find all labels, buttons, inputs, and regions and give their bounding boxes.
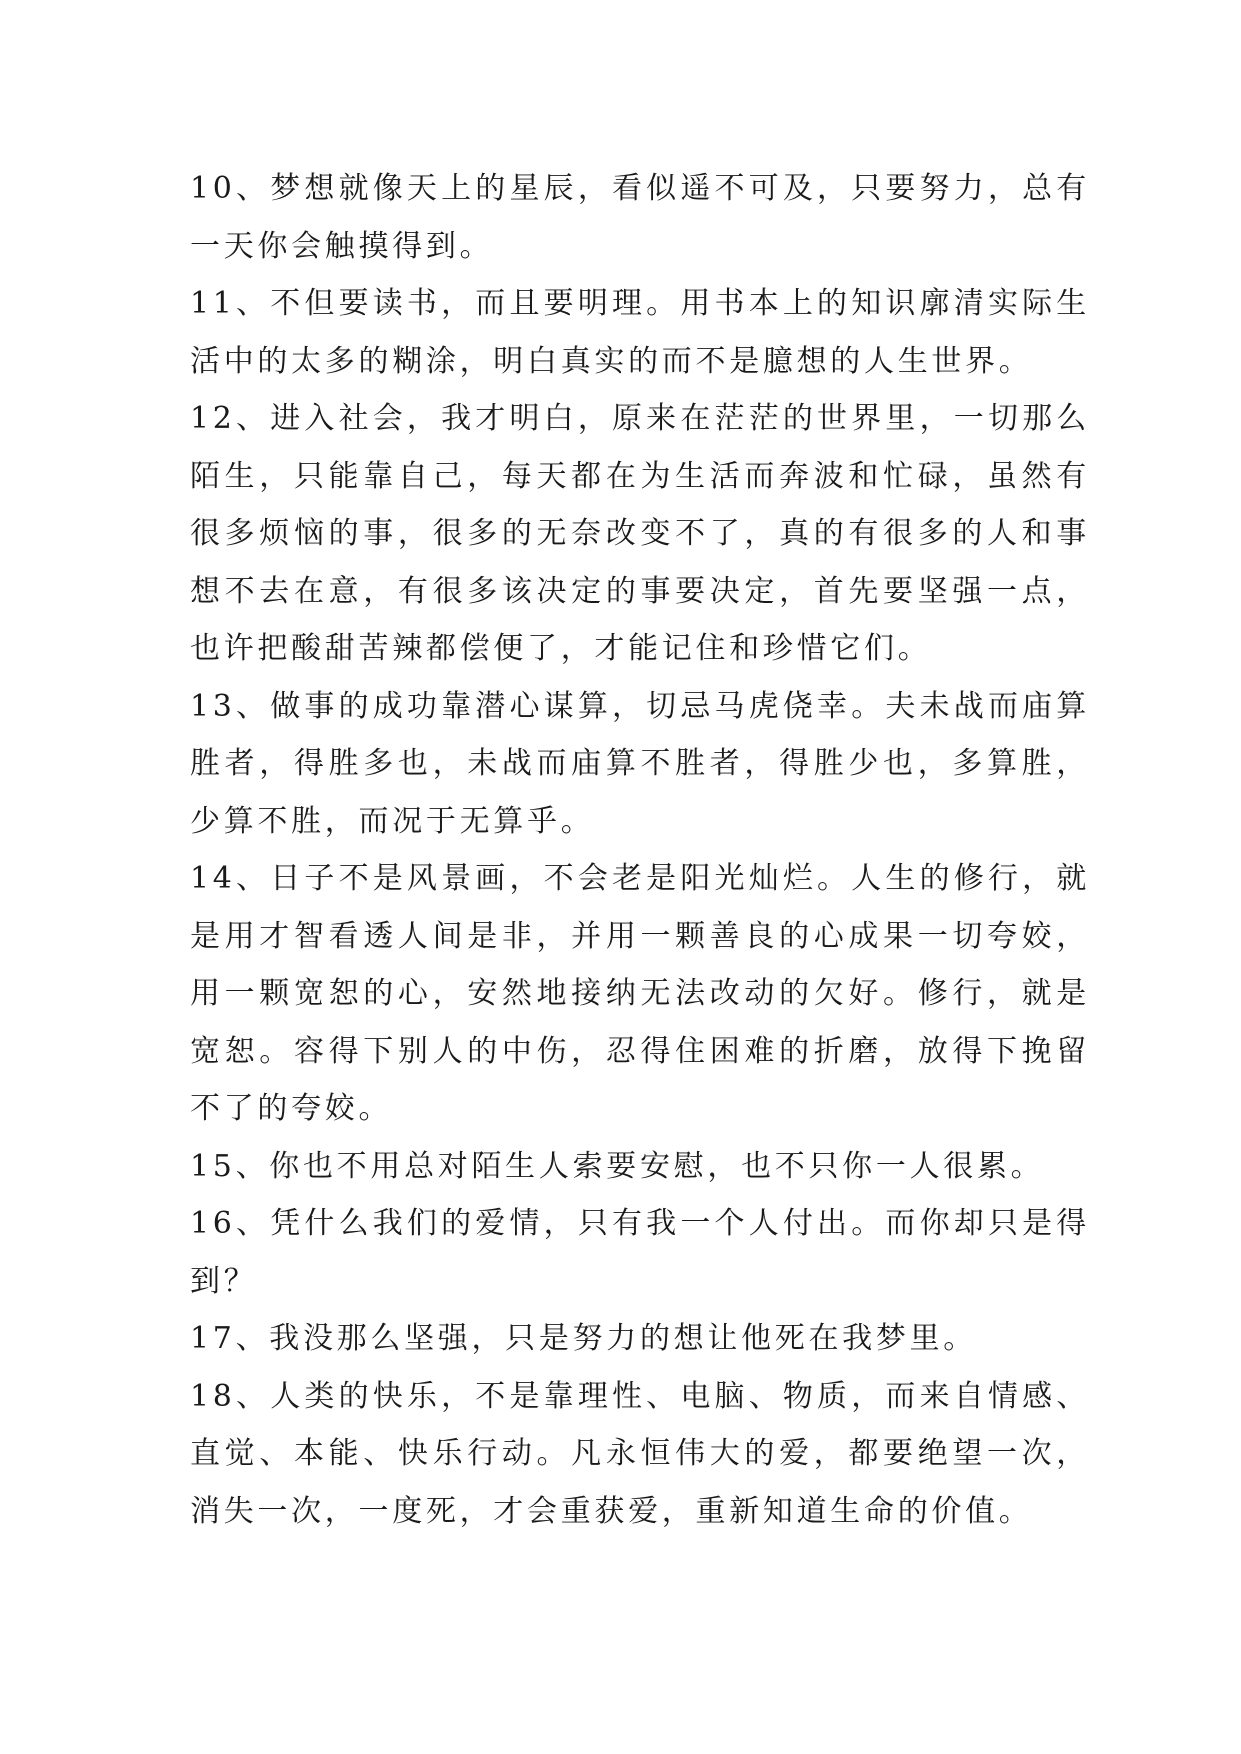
paragraph-16: 16、凭什么我们的爱情，只有我一个人付出。而你却只是得到？ <box>190 1206 1090 1299</box>
paragraph-13: 13、做事的成功靠潜心谋算，切忌马虎侥幸。夫未战而庙算胜者，得胜多也，未战而庙算不胜者，得胜少也，多算胜，少算不胜，而况于无算乎。 <box>190 688 1090 839</box>
paragraph-11: 11、不但要读书，而且要明理。用书本上的知识廓清实际生活中的太多的糊涂，明白真实的而不是臆想的人生世界。 <box>190 286 1090 379</box>
paragraph-15: 15、你也不用总对陌生人索要安慰，也不只你一人很累。 <box>190 1148 1045 1184</box>
paragraph-10: 10、梦想就像天上的星辰，看似遥不可及，只要努力，总有一天你会触摸得到。 <box>190 171 1090 264</box>
paragraph-14: 14、日子不是风景画，不会老是阳光灿烂。人生的修行，就是用才智看透人间是非，并用一颗善良的心成果一切夸姣，用一颗宽恕的心，安然地接纳无法改动的欠好。修行，就是宽恕。容得下别人的中伤，忍得住困难的折磨，放得下挽留不了的夸姣。 <box>190 861 1090 1126</box>
document-body <box>190 160 1090 1540</box>
paragraph-18: 18、人类的快乐，不是靠理性、电脑、物质，而来自情感、直觉、本能、快乐行动。凡永恒伟大的爱，都要绝望一次，消失一次，一度死，才会重获爱，重新知道生命的价值。 <box>190 1378 1090 1529</box>
paragraph-17: 17、我没那么坚强，只是努力的想让他死在我梦里。 <box>190 1321 977 1356</box>
paragraph-12: 12、进入社会，我才明白，原来在茫茫的世界里，一切那么陌生，只能靠自己，每天都在为生活而奔波和忙碌，虽然有很多烦恼的事，很多的无奈改变不了，真的有很多的人和事想不去在意，有很多该决定的事要决定，首先要坚强一点，也许把酸甜苦辣都偿便了，才能记住和珍惜它们。 <box>190 401 1090 666</box>
